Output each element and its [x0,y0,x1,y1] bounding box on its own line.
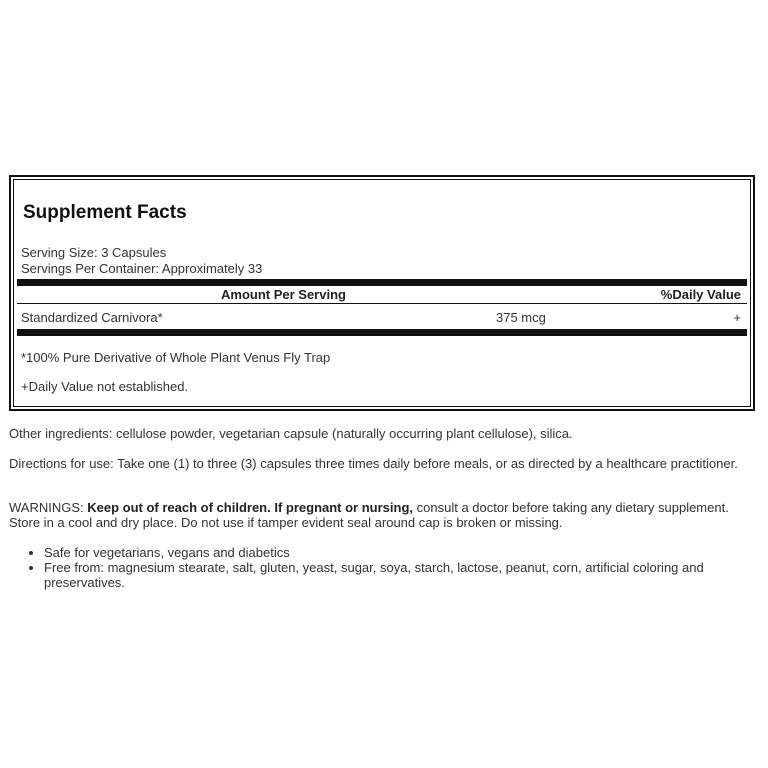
column-header-row [21,287,741,303]
list-item: • Safe for vegetarians, vegans and diabetics [44,545,758,560]
nutrient-daily-value: + [733,310,741,325]
servings-per-container: Servings Per Container: Approximately 33 [21,261,263,276]
footnote-derivative: *100% Pure Derivative of Whole Plant Venus Fly Trap [21,350,331,365]
daily-value-header: %Daily Value [660,287,741,302]
warnings-bold-text: Keep out of reach of children. If pregnant or nursing, [87,500,414,515]
nutrient-amount: 375 mcg [496,310,546,325]
footnote-daily-value: +Daily Value not established. [21,379,189,394]
serving-size: Serving Size: 3 Capsules [21,245,167,260]
supplement-facts-title: Supplement Facts [23,202,187,223]
warnings-rest-text: consult a doctor before taking any dietary supplement. Store in a cool and dry place. Do not use if tamper evident seal around cap is broken or missing. [9,500,729,530]
warnings-text [9,500,754,530]
thick-divider-top [17,279,747,286]
nutrient-row [21,310,741,326]
directions-text: Directions for use: Take one (1) to three (3) capsules three times daily before meals, or as directed by a healthcare practitioner. [9,456,738,471]
nutrient-name: Standardized Carnivora* [21,310,163,325]
supplement-facts-panel [9,175,755,411]
thin-divider [17,303,747,304]
other-ingredients-text: Other ingredients: cellulose powder, vegetarian capsule (naturally occurring plant cellulose), silica. [9,426,573,441]
list-item: • Free from: magnesium stearate, salt, gluten, yeast, sugar, soya, starch, lactose, peanut, corn, artificial coloring and preservatives. [44,560,758,590]
warnings-label: WARNINGS: [9,500,84,515]
amount-per-serving-header: Amount Per Serving [221,287,346,302]
feature-bullet-list [0,545,758,590]
thick-divider-bottom [17,329,747,336]
